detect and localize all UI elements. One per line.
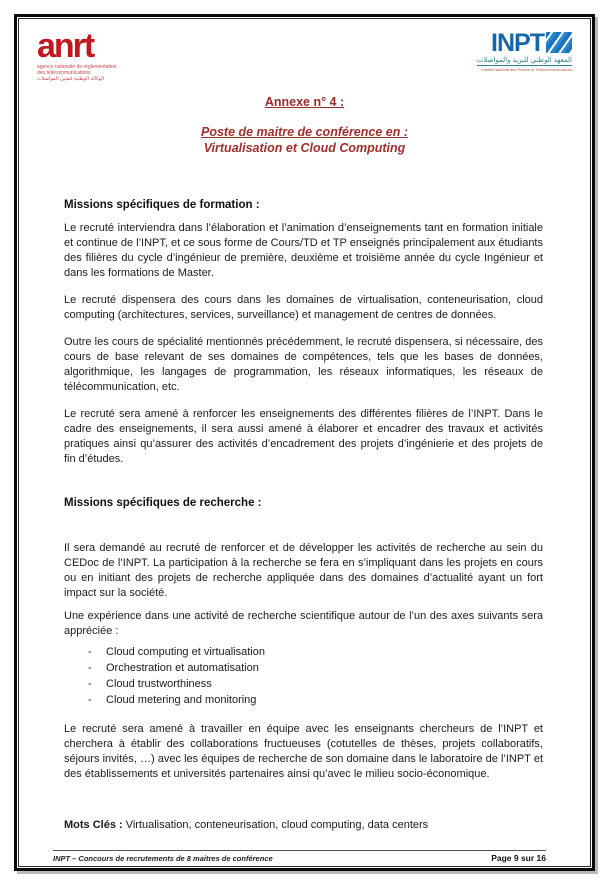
inpt-subtitle-line: Institut National des Postes et Télécommunications [477,65,572,72]
inpt-arabic-line: المعهد الوطني للبريد والمواصلات [476,57,572,64]
page-footer [53,850,546,863]
inpt-logo [477,31,572,72]
paragraph: Le recruté sera amené à renforcer les enseignements des différentes filières de l’INPT. Dans le cadre des enseignements, il sera aussi amené à élaborer et encadrer des travaux et activités pratiques ainsi qu’assurer des activités d’encadrement des projets d’ingénierie et des projets de fin d’études. [64,408,543,465]
document-body [19,199,590,833]
footer-page-number: Page 9 sur 16 [491,853,546,863]
post-title [19,125,590,155]
post-title-line2: Virtualisation et Cloud Computing [203,141,406,155]
paragraph: Le recruté sera amené à travailler en équipe avec les enseignants chercheurs de l’INPT et cherchera à établir des collaborations fructueuses (cotutelles de thèses, projets collaboratifs, séjours invités, …) avec les équipes de recherche de son domaine dans le laboratoire de l’INPT et des établissements et universités partenaires ainsi qu’avec le milieu socio-économique. [64,723,543,780]
inpt-flag-icon [546,32,572,53]
footer-document-title: INPT – Concours de recrutements de 8 maitres de conférence [53,854,273,863]
formation-section-heading: Missions spécifiques de formation : [64,199,260,211]
anrt-logo-tagline [37,64,117,82]
anrt-logo-text: anrt [37,27,94,65]
inpt-logo-text: INPT [491,29,544,57]
anrt-tagline-line1: agence nationale de réglementation [37,64,117,70]
anrt-logo [37,27,117,82]
paragraph: Le recruté interviendra dans l’élaboration et l’animation d’enseignements tant en formation initiale et continue de l’INPT, et ce sous forme de Cours/TD et TP enseignés principalement aux étudiants des filières du cycle d’ingénieur de première, deuxième et troisième année du cycle Ingénieur et dans les formations de Master. [64,222,543,279]
keywords-label: Mots Clés : [64,819,123,831]
paragraph: Il sera demandé au recruté de renforcer et de développer les activités de recherche au sein du CEDoc de l’INPT. La participation à la recherche se fera en s’impliquant dans les projets en cours ou en initiant des projets de recherche appliquée dans des domaines d’actualité ayant un fort impact sur la société. [64,542,543,599]
anrt-tagline-line2: des télécommunications [37,70,91,76]
keywords-value: Virtualisation, conteneurisation, cloud computing, data centers [125,819,429,831]
page-border-frame [14,14,595,871]
annexe-title: Annexe n° 4 : [264,95,345,109]
list-item: - Cloud trustworthiness [64,676,543,692]
recherche-section-heading: Missions spécifiques de recherche : [64,497,262,509]
list-item: - Cloud computing et virtualisation [64,644,543,660]
page-inner-frame [18,18,591,867]
paragraph: Outre les cours de spécialité mentionnés précédemment, le recruté dispensera, si nécessaire, des cours de base relevant de ses domaines de compétences, tels que les bases de données, algorithmique, les langages de programmation, les réseaux informatiques, les réseaux de télécommunication, etc. [64,336,543,393]
list-item: - Orchestration et automatisation [64,660,543,676]
list-item: - Cloud metering and monitoring [64,692,543,708]
paragraph: Le recruté dispensera des cours dans les domaines de virtualisation, conteneurisation, cloud computing (architectures, services, surveillance) et management de centres de données. [64,294,543,321]
paragraph: Une expérience dans une activité de recherche scientifique autour de l’un des axes suivants sera appréciée : [64,610,543,637]
keywords-line [64,818,543,833]
post-title-line1: Poste de maitre de conférence en : [200,125,408,139]
document-header [19,28,590,86]
research-axes-list [64,644,543,708]
anrt-tagline-line3: الوكالة الوطنية لتقنين المواصلات [37,76,105,82]
